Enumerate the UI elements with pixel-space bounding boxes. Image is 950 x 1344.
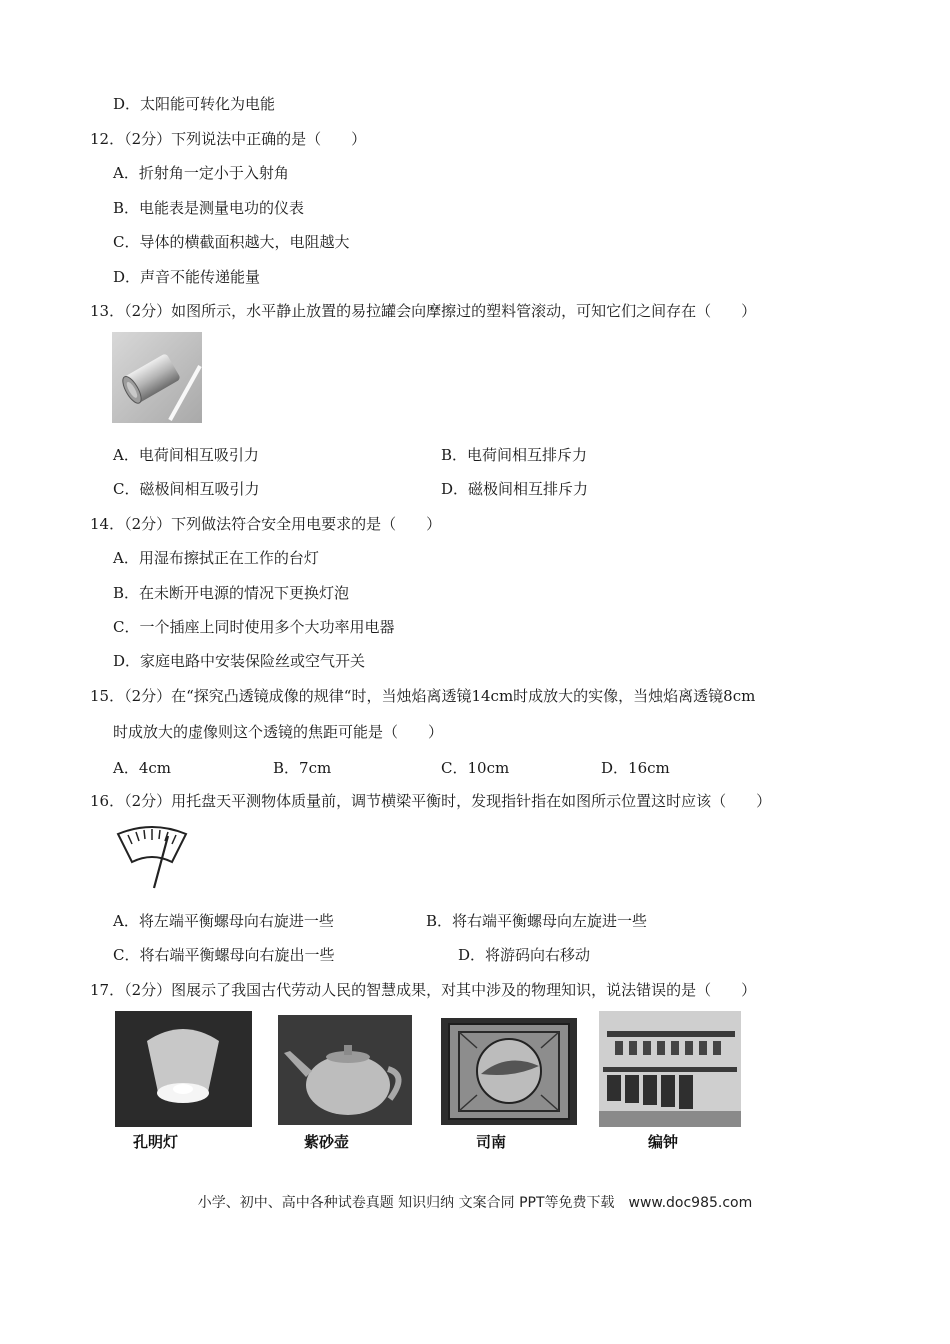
sinan-compass-photo	[441, 1018, 577, 1125]
q15-option-d: D．16cm	[601, 759, 670, 777]
q12-option-c: C．导体的横截面积越大，电阻越大	[113, 233, 350, 251]
q13-stem: 13．（2分）如图所示，水平静止放置的易拉罐会向摩擦过的塑料管滚动，可知它们之间存在（ ）	[90, 302, 757, 320]
q16-option-b: B．将右端平衡螺母向左旋进一些	[426, 912, 648, 930]
q16-stem: 16．（2分）用托盘天平测物体质量前，调节横梁平衡时，发现指针指在如图所示位置这时应该（ ）	[90, 792, 772, 810]
q14-option-b: B．在未断开电源的情况下更换灯泡	[113, 584, 350, 602]
q12-option-d: D．声音不能传递能量	[113, 268, 261, 286]
zisha-teapot-photo	[278, 1015, 412, 1125]
q11-option-d: D．太阳能可转化为电能	[113, 95, 276, 113]
q14-option-d: D．家庭电路中安装保险丝或空气开关	[113, 652, 366, 670]
q12-stem: 12．（2分）下列说法中正确的是（ ）	[90, 130, 367, 148]
q12-option-b: B．电能表是测量电功的仪表	[113, 199, 305, 217]
q14-option-c: C．一个插座上同时使用多个大功率用电器	[113, 618, 395, 636]
page-footer: 小学、初中、高中各种试卷真题 知识归纳 文案合同 PPT等免费下载 www.doc985.com	[197, 1195, 753, 1211]
q13-option-d: D．磁极间相互排斥力	[441, 480, 589, 498]
caption-sinan: 司南	[476, 1133, 507, 1151]
q17-stem: 17．（2分）图展示了我国古代劳动人民的智慧成果，对其中涉及的物理知识，说法错误的是（ ）	[90, 981, 757, 999]
q14-stem: 14．（2分）下列做法符合安全用电要求的是（ ）	[90, 515, 442, 533]
q16-option-c: C．将右端平衡螺母向右旋出一些	[113, 946, 335, 964]
q16-option-a: A．将左端平衡螺母向右旋进一些	[113, 912, 334, 930]
can-and-pipe-figure	[112, 332, 202, 423]
q13-option-b: B．电荷间相互排斥力	[441, 446, 588, 464]
q13-option-c: C．磁极间相互吸引力	[113, 480, 260, 498]
q16-option-d: D．将游码向右移动	[458, 946, 591, 964]
q12-option-a: A．折射角一定小于入射角	[113, 164, 289, 182]
q15-stem-line2: 时成放大的虚像则这个透镜的焦距可能是（ ）	[113, 723, 444, 741]
caption-kongming-lantern: 孔明灯	[133, 1133, 179, 1151]
q13-option-a: A．电荷间相互吸引力	[113, 446, 259, 464]
q15-option-c: C．10cm	[441, 759, 510, 777]
caption-bianzhong: 编钟	[648, 1133, 679, 1151]
balance-pointer-figure	[112, 822, 192, 892]
q15-stem-line1: 15．（2分）在“探究凸透镜成像的规律“时，当烛焰离透镜14cm时成放大的实像，当烛焰离透镜8cm	[90, 687, 756, 705]
caption-zisha-teapot: 紫砂壶	[304, 1133, 350, 1151]
q15-option-b: B．7cm	[273, 759, 332, 777]
q15-option-a: A．4cm	[113, 759, 172, 777]
kongming-lantern-photo	[115, 1011, 252, 1127]
q14-option-a: A．用湿布擦拭正在工作的台灯	[113, 549, 319, 567]
bianzhong-bells-photo	[599, 1011, 741, 1127]
